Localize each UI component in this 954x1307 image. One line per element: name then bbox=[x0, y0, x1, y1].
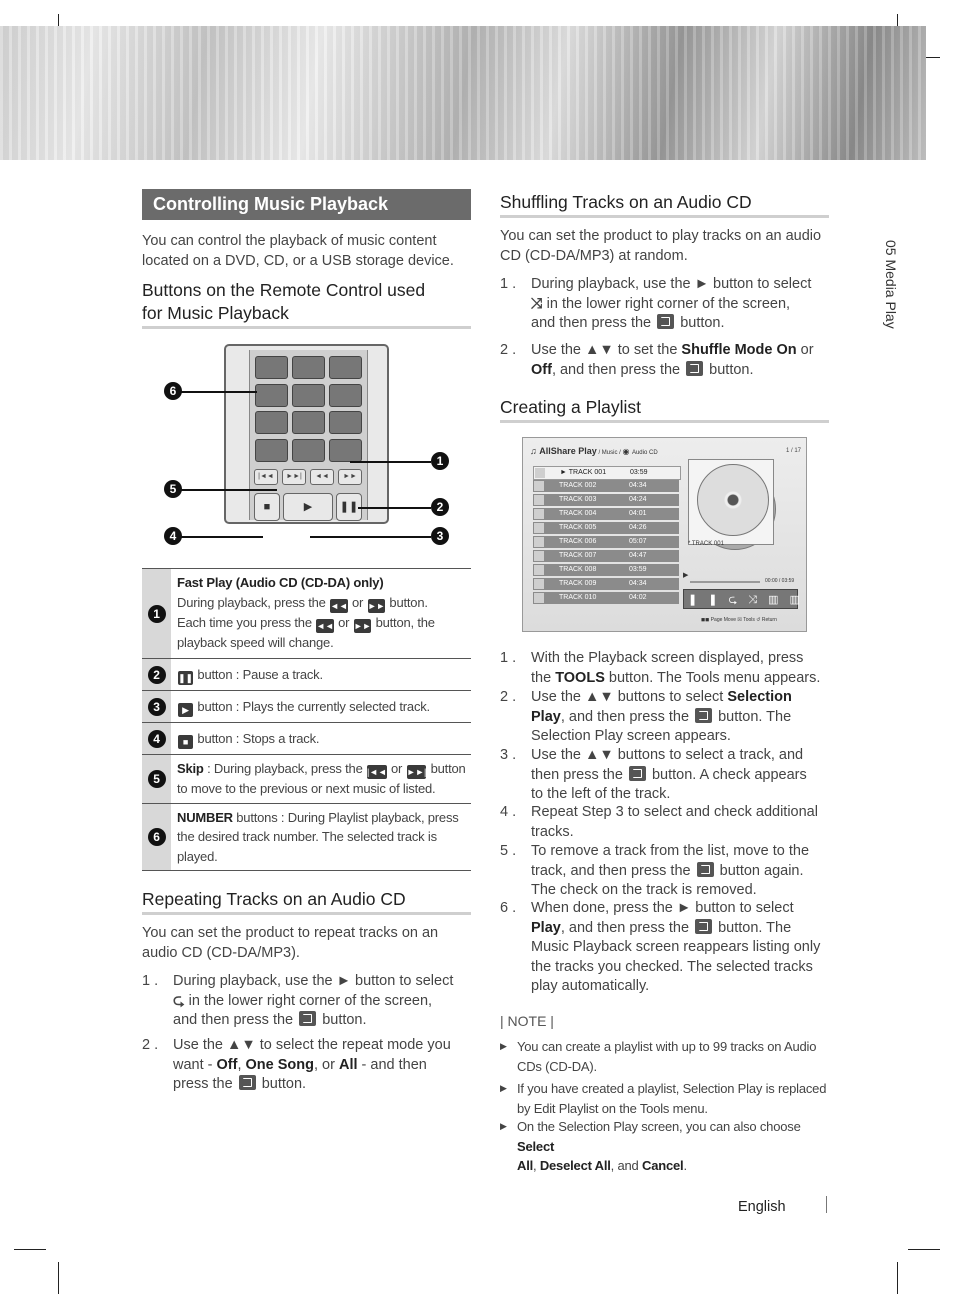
track-row bbox=[533, 508, 679, 520]
shuffle-step-2: 2 . Use the ▲▼ to set the Shuffle Mode On or Off, and then press the button. bbox=[500, 342, 814, 378]
track-name: TRACK 007 bbox=[559, 552, 597, 559]
equalizer-icon: ▥ bbox=[768, 594, 790, 606]
enter-icon bbox=[695, 919, 712, 934]
shuffle-icon: ⤨ bbox=[748, 594, 769, 606]
callout-line bbox=[181, 536, 263, 538]
remote-number-key bbox=[292, 384, 325, 407]
tools-icon: ☒ bbox=[737, 617, 742, 623]
repeat-icon: ⮎ bbox=[728, 594, 749, 606]
enter-icon bbox=[657, 314, 674, 329]
track-duration: 03:59 bbox=[629, 566, 647, 573]
enter-icon bbox=[697, 862, 714, 877]
note-label: | NOTE | bbox=[500, 1013, 554, 1029]
page-keys-icon: ◼◼ bbox=[701, 617, 710, 623]
footer-language: English bbox=[738, 1199, 786, 1215]
side-tab: 05 Media Play bbox=[883, 240, 899, 329]
track-row bbox=[533, 550, 679, 562]
heading-rule bbox=[500, 215, 829, 218]
playlist-step-4: 4 . Repeat Step 3 to select and check additional tracks. bbox=[500, 804, 818, 840]
skip-back-icon: |◄◄ bbox=[254, 469, 278, 485]
track-name: TRACK 002 bbox=[559, 482, 597, 489]
checkbox-icon bbox=[534, 579, 544, 589]
pause-icon: ❚❚ bbox=[336, 493, 362, 521]
elapsed-time: 00:00 / 03:59 bbox=[765, 578, 795, 584]
button-function-table bbox=[142, 568, 471, 871]
track-row bbox=[533, 592, 679, 604]
row-number: 1 bbox=[148, 605, 166, 623]
track-duration: 04:47 bbox=[629, 552, 647, 559]
track-row bbox=[533, 536, 679, 548]
track-row bbox=[533, 578, 679, 590]
playlist-step-6: 6 . When done, press the ► button to select Play, and then press the button. The Music Playback screen reappears listing only the tracks you checked. The selected tracks play automatically. bbox=[500, 900, 821, 994]
rewind-icon: ◄◄ bbox=[330, 600, 348, 611]
checkbox-icon bbox=[534, 593, 544, 603]
note-item: ▶ If you have created a playlist, Selection Play is replaced by Edit Playlist on the Tools menu. bbox=[500, 1081, 827, 1116]
repeat-step-2: 2 . Use the ▲▼ to select the repeat mode you want - Off, One Song, or All - and then press the button. bbox=[142, 1037, 451, 1092]
remote-number-key bbox=[292, 411, 325, 434]
intro-text: You can control the playback of music content located on a DVD, CD, or a USB storage device. bbox=[142, 233, 454, 269]
track-row bbox=[533, 522, 679, 534]
shuffle-icon: ⤨ bbox=[531, 295, 543, 312]
cd-disc bbox=[697, 464, 769, 536]
shuffle-heading: Shuffling Tracks on an Audio CD bbox=[500, 192, 752, 212]
rewind-icon: ◄◄ bbox=[310, 469, 334, 485]
skip-forward-icon: ►►| bbox=[406, 767, 427, 777]
rewind-icon: ◄◄ bbox=[316, 620, 334, 631]
screen-page: 1 / 17 bbox=[786, 448, 802, 454]
enter-icon bbox=[629, 766, 646, 781]
play-icon: ▶ bbox=[178, 703, 193, 717]
bullet-icon: ▶ bbox=[500, 1041, 507, 1051]
track-row bbox=[533, 466, 681, 480]
screen-header: ♫ AllShare Play / Music / ◉ Audio CD bbox=[530, 446, 658, 456]
enter-icon bbox=[695, 708, 712, 723]
checkbox-icon bbox=[535, 468, 545, 478]
track-duration: 04:34 bbox=[629, 580, 647, 587]
table-row: 2 ❚❚ button : Pause a track. bbox=[142, 659, 471, 691]
heading-rule bbox=[500, 420, 829, 423]
play-indicator-icon: ▶ bbox=[683, 572, 689, 579]
note-item: ▶ You can create a playlist with up to 99 tracks on Audio CDs (CD-DA). bbox=[500, 1039, 817, 1074]
checkbox-icon bbox=[534, 481, 544, 491]
callout-5: 5 bbox=[164, 480, 182, 498]
skip-forward-icon: ►►| bbox=[282, 469, 306, 485]
heading-rule bbox=[142, 912, 471, 915]
callout-1: 1 bbox=[431, 452, 449, 470]
track-duration: 03:59 bbox=[630, 469, 648, 476]
music-icon: ♫ bbox=[530, 446, 537, 456]
now-playing: * TRACK 001 bbox=[688, 541, 724, 547]
skip-back-icon: |◄◄ bbox=[367, 767, 387, 777]
stop-icon: ■ bbox=[254, 493, 280, 521]
enter-icon bbox=[299, 1011, 316, 1026]
track-duration: 04:26 bbox=[629, 524, 647, 531]
callout-2: 2 bbox=[431, 498, 449, 516]
checkbox-icon bbox=[534, 537, 544, 547]
playlist-step-1: 1 . With the Playback screen displayed, press the TOOLS button. The Tools menu appears. bbox=[500, 650, 821, 686]
track-name: TRACK 008 bbox=[559, 566, 597, 573]
repeat-heading: Repeating Tracks on an Audio CD bbox=[142, 889, 406, 909]
checkbox-icon bbox=[534, 495, 544, 505]
checkbox-icon bbox=[534, 509, 544, 519]
remote-number-key bbox=[255, 384, 288, 407]
remote-number-key bbox=[329, 356, 362, 379]
enter-icon bbox=[239, 1075, 256, 1090]
callout-line bbox=[310, 536, 431, 538]
track-name: TRACK 004 bbox=[559, 510, 597, 517]
progress-bar bbox=[690, 581, 760, 583]
callout-line bbox=[181, 489, 277, 491]
callout-line bbox=[358, 507, 431, 509]
shuffle-intro: You can set the product to play tracks on an audio CD (CD-DA/MP3) at random. bbox=[500, 228, 822, 264]
track-duration: 04:24 bbox=[629, 496, 647, 503]
repeat-step-1: 1 . During playback, use the ► button to select ⮎ in the lower right corner of the screen, and then press the button. bbox=[142, 973, 454, 1028]
track-name: ► TRACK 001 bbox=[560, 469, 607, 476]
row-title: Fast Play (Audio CD (CD-DA) only) bbox=[177, 575, 384, 590]
stop-icon: ■ bbox=[178, 735, 193, 749]
shuffle-step-1: 1 . During playback, use the ► button to select ⤨ in the lower right corner of the screen, and then press the button. bbox=[500, 276, 812, 331]
remote-number-key bbox=[292, 439, 325, 462]
track-duration: 05:07 bbox=[629, 538, 647, 545]
track-row bbox=[533, 564, 679, 576]
pause-icon: ❚❚ bbox=[178, 672, 193, 683]
crop-mark bbox=[897, 1262, 898, 1294]
playlist-heading: Creating a Playlist bbox=[500, 397, 642, 417]
checkbox-icon bbox=[534, 551, 544, 561]
remote-number-key bbox=[255, 356, 288, 379]
equalizer-icon: ▥ bbox=[789, 594, 811, 606]
heading-rule bbox=[142, 326, 471, 329]
track-duration: 04:34 bbox=[629, 482, 647, 489]
remote-number-key bbox=[329, 439, 362, 462]
row-number: 6 bbox=[148, 828, 166, 846]
playlist-step-2: 2 . Use the ▲▼ buttons to select Selection Play, and then press the button. The Selection Play screen appears. bbox=[500, 689, 792, 744]
control-icons bbox=[688, 591, 811, 610]
cd-icon: ◉ bbox=[622, 447, 630, 456]
fast-forward-icon: ►► bbox=[353, 620, 372, 631]
section-title: Controlling Music Playback bbox=[142, 189, 471, 220]
crop-mark bbox=[58, 1262, 59, 1294]
table-row: 1 Fast Play (Audio CD (CD-DA) only) During playback, press the ◄◄ or ►► button. Each time you press the ◄◄ or ►► button, the playback speed will change. bbox=[142, 569, 471, 659]
buttons-heading: Buttons on the Remote Control used for Music Playback bbox=[142, 280, 426, 323]
bullet-icon: ▶ bbox=[500, 1121, 507, 1131]
track-name: TRACK 005 bbox=[559, 524, 597, 531]
enter-icon bbox=[686, 361, 703, 376]
checkbox-icon bbox=[534, 523, 544, 533]
fast-forward-icon: ►► bbox=[338, 469, 362, 485]
repeat-intro: You can set the product to repeat tracks on an audio CD (CD-DA/MP3). bbox=[142, 925, 439, 961]
remote-number-key bbox=[292, 356, 325, 379]
row-number: 5 bbox=[148, 770, 166, 788]
track-name: TRACK 003 bbox=[559, 496, 597, 503]
track-duration: 04:01 bbox=[629, 510, 647, 517]
row-number: 3 bbox=[148, 698, 166, 716]
return-icon: ↺ bbox=[756, 617, 761, 623]
track-name: TRACK 009 bbox=[559, 580, 597, 587]
footer-divider bbox=[826, 1196, 827, 1213]
playlist-step-5: 5 . To remove a track from the list, move to the track, and then press the button again. The check on the track is removed. bbox=[500, 843, 810, 898]
callout-line bbox=[181, 391, 257, 393]
repeat-icon: ⮎ bbox=[173, 992, 185, 1009]
fast-forward-icon: ►► bbox=[367, 600, 385, 611]
track-name: TRACK 010 bbox=[559, 594, 597, 601]
checkbox-icon bbox=[534, 565, 544, 575]
crop-mark bbox=[908, 1249, 940, 1250]
table-row: 3 ▶ button : Plays the currently selected track. bbox=[142, 691, 471, 723]
screen-hints: ◼◼ Page Move ☒ Tools ↺ Return bbox=[701, 617, 777, 623]
callout-line bbox=[350, 461, 431, 463]
crop-mark bbox=[14, 1249, 46, 1250]
callout-3: 3 bbox=[431, 527, 449, 545]
remote-number-key bbox=[329, 411, 362, 434]
remote-number-key bbox=[329, 384, 362, 407]
track-duration: 04:02 bbox=[629, 594, 647, 601]
row-number: 4 bbox=[148, 730, 166, 748]
playlist-step-3: 3 . Use the ▲▼ buttons to select a track, and then press the button. A check appears to the left of the track. bbox=[500, 747, 807, 802]
track-name: TRACK 006 bbox=[559, 538, 597, 545]
header-banner bbox=[0, 26, 926, 160]
table-row: 6 NUMBER buttons : During Playlist playback, press the desired track number. The selected track is played. bbox=[142, 803, 471, 871]
play-icon: ▶ bbox=[283, 493, 333, 521]
remote-number-key bbox=[255, 439, 288, 462]
table-row: 4 ■ button : Stops a track. bbox=[142, 723, 471, 755]
row-number: 2 bbox=[148, 666, 166, 684]
pause-icon: ❚❚ bbox=[688, 594, 729, 606]
callout-6: 6 bbox=[164, 382, 182, 400]
track-row bbox=[533, 480, 679, 492]
callout-4: 4 bbox=[164, 527, 182, 545]
remote-number-key bbox=[255, 411, 288, 434]
track-row bbox=[533, 494, 679, 506]
table-row: 5 Skip : During playback, press the |◄◄ or ►►| button to move to the previous or next music of listed. bbox=[142, 755, 471, 804]
note-item: ▶ On the Selection Play screen, you can also choose Select All, Deselect All, and Cancel. bbox=[500, 1119, 801, 1173]
bullet-icon: ▶ bbox=[500, 1083, 507, 1093]
